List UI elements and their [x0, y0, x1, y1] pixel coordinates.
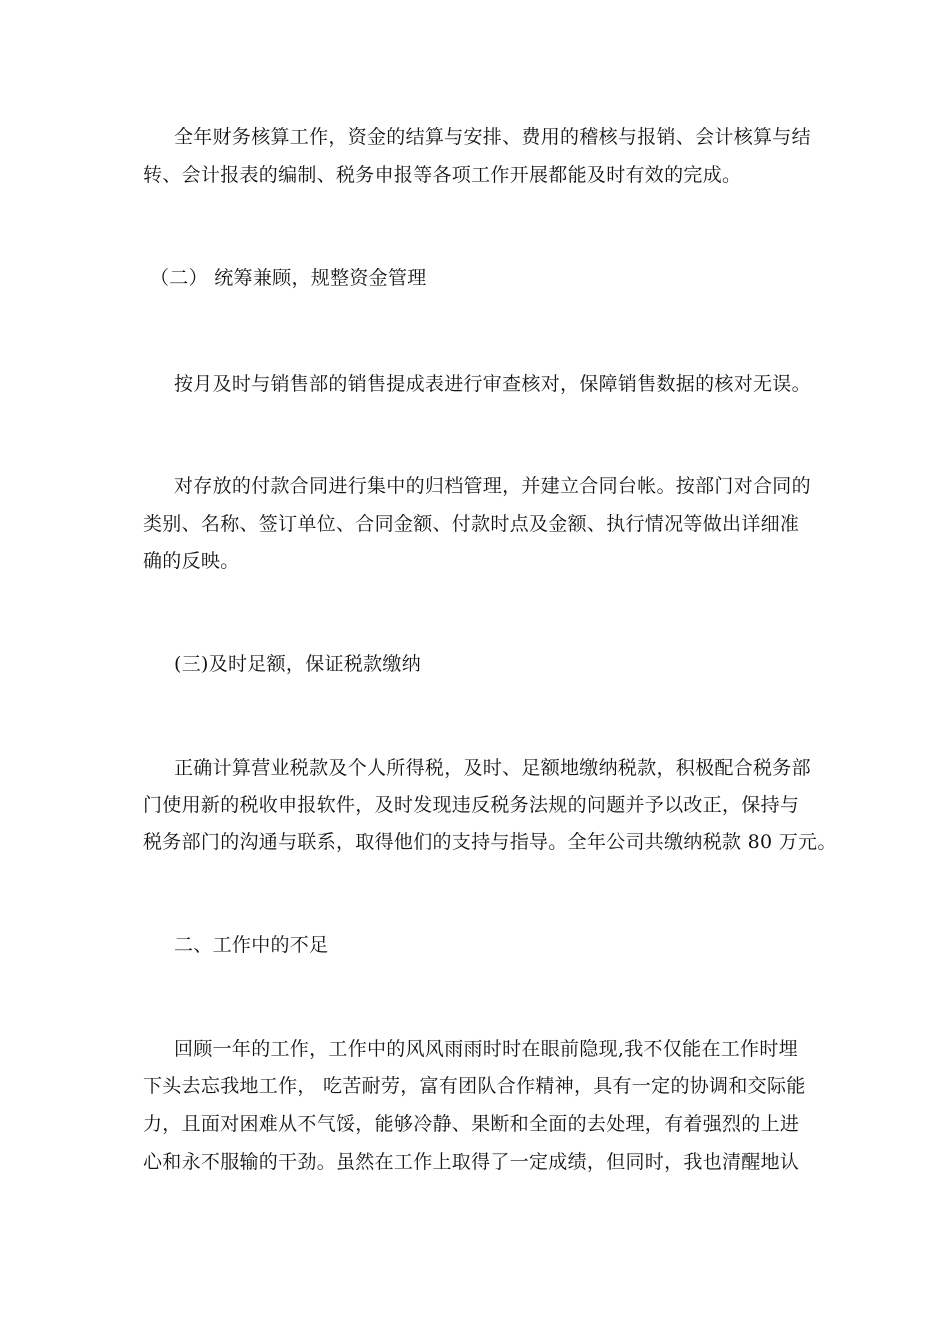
paragraph-4-line-1: 正确计算营业税款及个人所得税，及时、足额地缴纳税款，积极配合税务部 — [174, 757, 811, 779]
paragraph-5-line-2: 下头去忘我地工作， 吃苦耐劳，富有团队合作精神，具有一定的协调和交际能 — [143, 1075, 806, 1097]
paragraph-5-line-3: 力，且面对困难从不气馁，能够冷静、果断和全面的去处理，有着强烈的上进 — [143, 1113, 800, 1135]
paragraph-1-line-2: 转、会计报表的编制、税务申报等各项工作开展都能及时有效的完成。 — [143, 164, 742, 186]
paragraph-2-line-1: 按月及时与销售部的销售提成表进行审查核对，保障销售数据的核对无误。 — [174, 373, 811, 395]
paragraph-3-line-1: 对存放的付款合同进行集中的归档管理，并建立合同台帐。按部门对合同的 — [174, 475, 811, 497]
section-heading-deficiencies: 二、工作中的不足 — [174, 934, 329, 956]
paragraph-4-line-3: 税务部门的沟通与联系，取得他们的支持与指导。全年公司共缴纳税款 80 万元。 — [143, 831, 837, 853]
section-heading-2: （二） 统筹兼顾，规整资金管理 — [150, 267, 427, 289]
section-heading-3: (三)及时足额，保证税款缴纳 — [174, 653, 422, 675]
paragraph-5-line-4: 心和永不服输的干劲。虽然在工作上取得了一定成绩，但同时，我也清醒地认 — [143, 1151, 800, 1173]
paragraph-4-line-2: 门使用新的税收申报软件，及时发现违反税务法规的问题并予以改正，保持与 — [143, 794, 800, 816]
paragraph-5-line-1: 回顾一年的工作，工作中的风风雨雨时时在眼前隐现,我不仅能在工作时埋 — [174, 1038, 798, 1060]
paragraph-3-line-3: 确的反映。 — [143, 550, 240, 572]
paragraph-3-line-2: 类别、名称、签订单位、合同金额、付款时点及金额、执行情况等做出详细准 — [143, 513, 800, 535]
paragraph-1-line-1: 全年财务核算工作，资金的结算与安排、费用的稽核与报销、会计核算与结 — [174, 126, 811, 148]
